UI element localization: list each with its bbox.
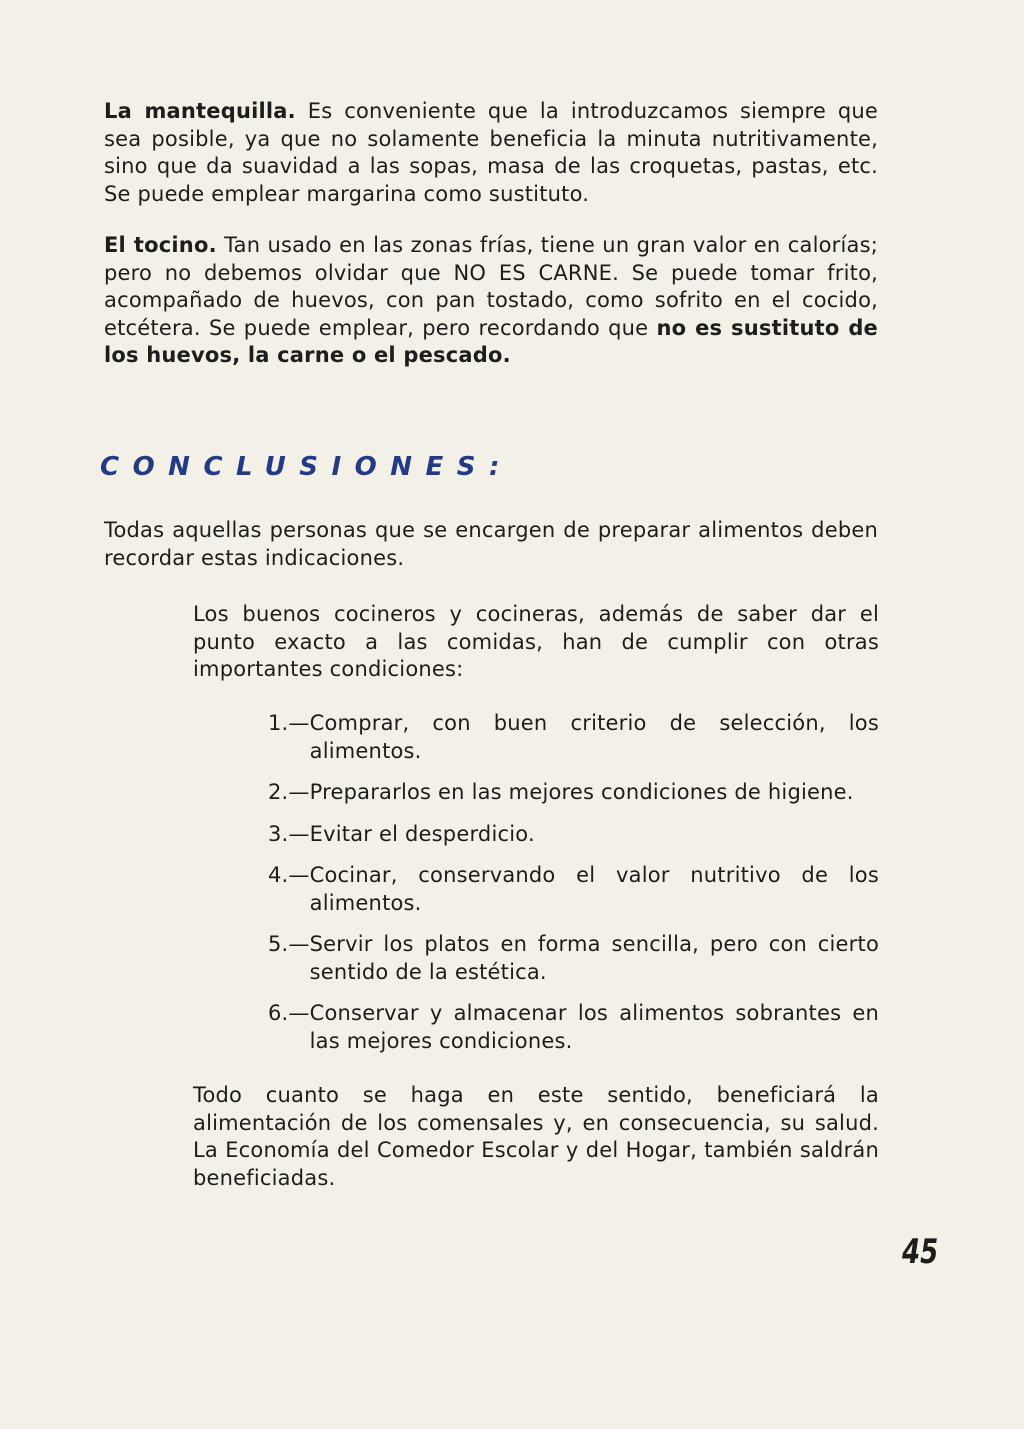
list-item-number: 4.— bbox=[268, 863, 310, 887]
list-item bbox=[268, 862, 879, 917]
paragraph-closing: Todo cuanto se haga en este sentido, beneficiará la alimentación de los comensales y, en consecuencia, su salud. La Economía del Comedor Escolar y del Hogar, también saldrán beneficiadas. bbox=[193, 1083, 879, 1190]
paragraph-tocino bbox=[104, 232, 878, 370]
list-item-text: Evitar el desperdicio. bbox=[309, 821, 535, 846]
paragraph-intro: Todas aquellas personas que se encargen de preparar alimentos deben recordar estas indicaciones. bbox=[104, 518, 878, 570]
list-item-number: 2.— bbox=[268, 780, 310, 804]
paragraph-cooks: Los buenos cocineros y cocineras, además de saber dar el punto exacto a las comidas, han de cumplir con otras importantes condiciones: bbox=[193, 602, 879, 681]
text-mantequilla: Es conveniente que la introduzcamos siempre que sea posible, ya que no solamente beneficia la minuta nutritivamente, sino que da suavidad a las sopas, masa de las croquetas, pastas, etc. Se puede emplear margarina como sustituto. bbox=[104, 99, 878, 206]
list-item-number: 6.— bbox=[268, 1001, 310, 1025]
list-item-text: Conservar y almacenar los alimentos sobrantes en las mejores condiciones. bbox=[309, 1001, 879, 1053]
list-item bbox=[268, 779, 879, 807]
emphasis-tocino: no es sustituto de los huevos, la carne o el pescado. bbox=[104, 315, 878, 367]
list-item-text: Prepararlos en las mejores condiciones de higiene. bbox=[309, 780, 854, 804]
page-number: 45 bbox=[902, 1232, 939, 1272]
list-item bbox=[268, 931, 879, 986]
list-item-text: Servir los platos en forma sencilla, pero con cierto sentido de la estética. bbox=[309, 932, 879, 984]
section-heading: CONCLUSIONES: bbox=[100, 452, 513, 482]
list-item-number: 5.— bbox=[268, 932, 310, 956]
list-item bbox=[268, 1000, 879, 1055]
text-tocino: Tan usado en las zonas frías, tiene un gran valor en calorías; pero no debemos olvidar que NO ES CARNE. Se puede tomar frito, acompañado de huevos, con pan tostado, como sofrito en el cocido, etcétera. Se puede emplear, pero recordando que bbox=[104, 233, 878, 340]
conditions-list bbox=[268, 710, 879, 1055]
list-item-text: Cocinar, conservando el valor nutritivo de los alimentos. bbox=[309, 863, 879, 915]
list-item-text: Comprar, con buen criterio de selección, los alimentos. bbox=[309, 711, 879, 763]
list-item bbox=[268, 710, 879, 765]
list-item-number: 3.— bbox=[268, 821, 310, 846]
paragraph-mantequilla bbox=[104, 98, 878, 208]
list-item bbox=[268, 821, 879, 849]
term-tocino: El tocino. bbox=[104, 233, 217, 257]
list-item-number: 1.— bbox=[268, 711, 310, 735]
term-mantequilla: La mantequilla. bbox=[104, 99, 296, 123]
